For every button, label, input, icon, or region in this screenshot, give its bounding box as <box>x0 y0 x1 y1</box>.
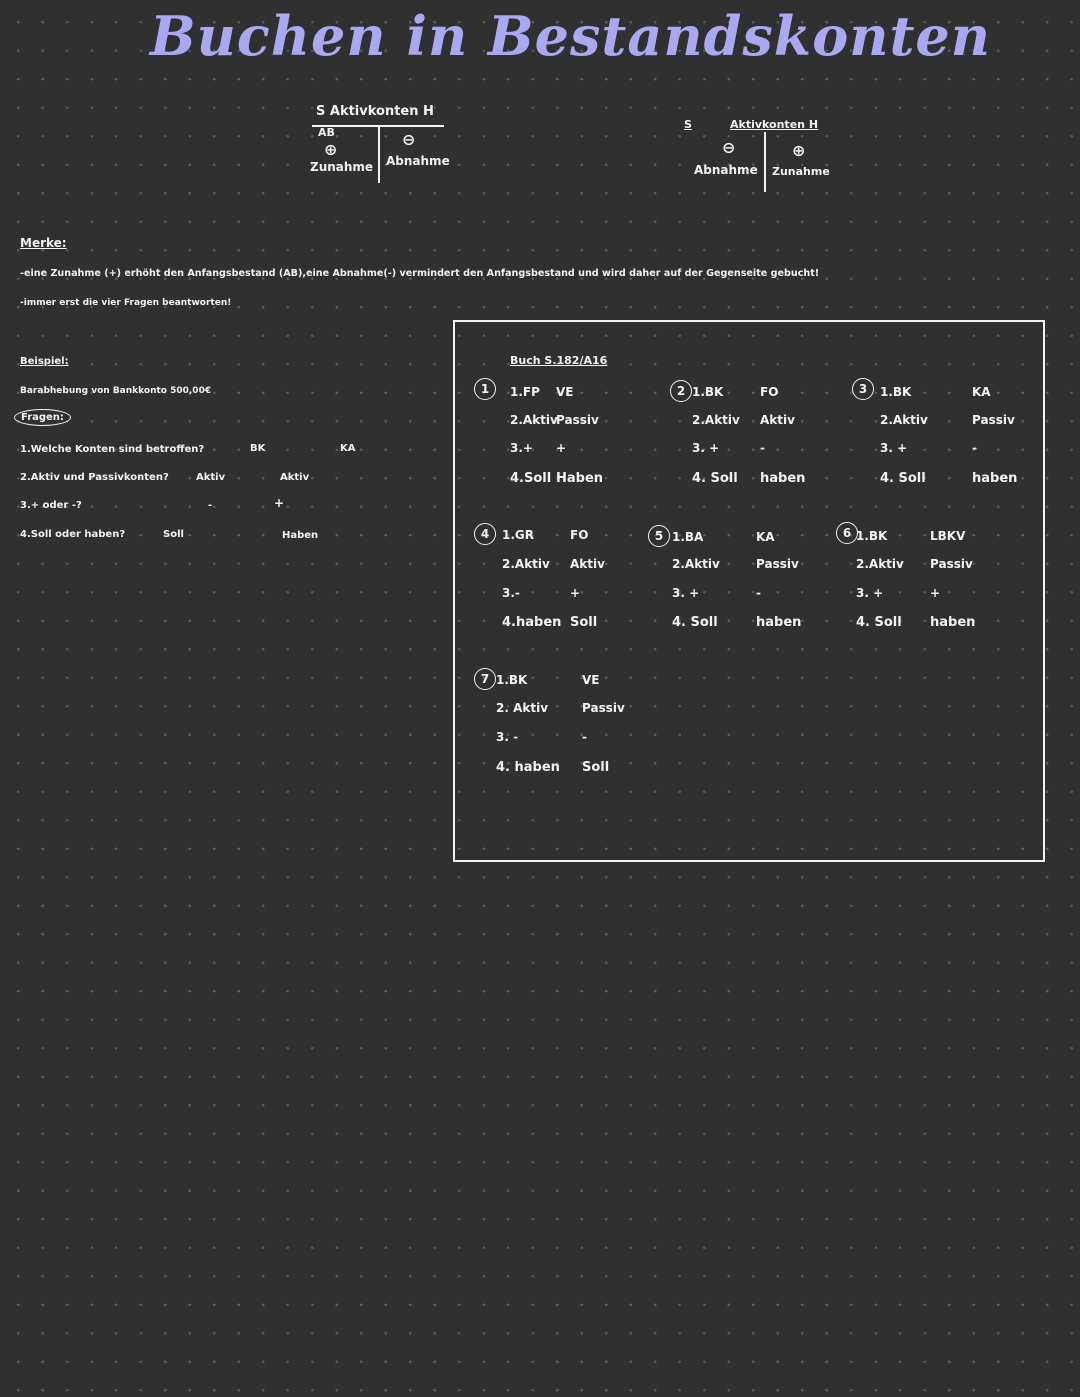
exercise-4-answer-1a: 1.GR <box>502 528 534 542</box>
exercise-number-badge: 2 <box>670 380 692 402</box>
exercise-5-answer-2b: Passiv <box>756 557 799 571</box>
answer-4b: Haben <box>282 530 319 541</box>
exercise-7-answer-2b: Passiv <box>582 701 625 715</box>
exercise-2-answer-4b: haben <box>760 471 806 486</box>
beispiel-heading: Beispiel: <box>20 356 69 367</box>
t-account-header: S Aktivkonten H <box>316 104 434 119</box>
exercise-1-answer-4a: 4.Soll <box>510 471 552 486</box>
exercise-1-answer-2b: Passiv <box>556 413 599 427</box>
beispiel-text: Barabhebung von Bankkonto 500,00€ <box>20 386 212 396</box>
zunahme-label: Zunahme <box>310 160 374 174</box>
exercise-6-answer-3b: + <box>930 586 941 600</box>
exercise-3-answer-2a: 2.Aktiv <box>880 413 928 427</box>
exercise-5-answer-1b: KA <box>756 530 775 544</box>
answer-4a: Soll <box>163 529 184 540</box>
t-account-header: Aktivkonten H <box>730 118 819 131</box>
exercise-2-answer-2b: Aktiv <box>760 413 795 427</box>
exercise-5-answer-4b: haben <box>756 615 802 630</box>
exercise-2-answer-4a: 4. Soll <box>692 471 738 486</box>
exercise-4-answer-1b: FO <box>570 528 589 542</box>
exercise-2-answer-1a: 1.BK <box>692 385 724 399</box>
answer-3a: - <box>208 500 213 511</box>
exercise-1-answer-3b: + <box>556 441 567 455</box>
merke-line-1: -eine Zunahme (+) erhöht den Anfangsbestand (AB),eine Abnahme(-) vermindert den Anfangsbestand und wird daher auf der Gegenseite gebucht! <box>20 268 820 279</box>
exercise-number-badge: 3 <box>852 378 874 400</box>
exercise-6-answer-1b: LBKV <box>930 529 966 543</box>
exercise-6-answer-2b: Passiv <box>930 557 973 571</box>
exercise-5-answer-1a: 1.BA <box>672 530 704 544</box>
exercise-3-answer-4a: 4. Soll <box>880 471 926 486</box>
exercise-4-answer-2a: 2.Aktiv <box>502 557 550 571</box>
exercise-7-answer-4a: 4. haben <box>496 760 560 775</box>
question-1: 1.Welche Konten sind betroffen? <box>20 444 205 455</box>
exercise-5-answer-2a: 2.Aktiv <box>672 557 720 571</box>
exercise-6-answer-4a: 4. Soll <box>856 615 902 630</box>
plus-circle-icon: ⊕ <box>324 140 338 159</box>
minus-circle-icon: ⊖ <box>722 138 736 157</box>
abnahme-label: Abnahme <box>694 163 758 177</box>
merke-heading: Merke: <box>20 236 67 250</box>
answer-1b: KA <box>340 443 356 454</box>
answer-1a: BK <box>250 443 266 454</box>
exercise-7-answer-1a: 1.BK <box>496 673 528 687</box>
exercise-7-answer-1b: VE <box>582 673 600 687</box>
exercise-5-answer-3b: - <box>756 586 761 600</box>
exercise-2-answer-3a: 3. + <box>692 441 720 455</box>
exercise-number-badge: 4 <box>474 523 496 545</box>
exercise-3-answer-3a: 3. + <box>880 441 908 455</box>
exercise-1-answer-3a: 3.+ <box>510 441 533 455</box>
exercise-number-badge: 5 <box>648 525 670 547</box>
exercise-3-answer-1b: KA <box>972 385 991 399</box>
exercise-3-answer-2b: Passiv <box>972 413 1015 427</box>
abnahme-label: Abnahme <box>386 154 450 168</box>
exercise-7-answer-3a: 3. - <box>496 730 519 744</box>
exercise-7-answer-2a: 2. Aktiv <box>496 701 549 715</box>
exercise-6-answer-4b: haben <box>930 615 976 630</box>
minus-circle-icon: ⊖ <box>402 130 416 149</box>
exercise-3-answer-4b: haben <box>972 471 1018 486</box>
exercise-1-answer-1a: 1.FP <box>510 385 540 399</box>
question-3: 3.+ oder -? <box>20 500 82 511</box>
t-account-s-label: S <box>684 118 692 131</box>
exercise-4-answer-2b: Aktiv <box>570 557 605 571</box>
exercise-4-answer-4b: Soll <box>570 615 598 630</box>
exercise-6-answer-1a: 1.BK <box>856 529 888 543</box>
exercise-4-answer-3b: + <box>570 586 581 600</box>
exercise-5-answer-4a: 4. Soll <box>672 615 718 630</box>
answer-2b: Aktiv <box>280 472 310 483</box>
exercise-1-answer-2a: 2.Aktiv <box>510 413 558 427</box>
merke-line-2: -immer erst die vier Fragen beantworten! <box>20 298 232 308</box>
exercise-4-answer-4a: 4.haben <box>502 615 562 630</box>
answer-2a: Aktiv <box>196 472 226 483</box>
t-account-divider <box>378 125 380 183</box>
t-account-divider <box>764 132 766 192</box>
exercise-7-answer-3b: - <box>582 730 587 744</box>
exercise-number-badge: 1 <box>474 378 496 400</box>
exercise-box-heading: Buch S.182/A16 <box>510 354 608 367</box>
exercise-box <box>453 320 1045 862</box>
exercise-2-answer-2a: 2.Aktiv <box>692 413 740 427</box>
question-4: 4.Soll oder haben? <box>20 529 126 540</box>
question-2: 2.Aktiv und Passivkonten? <box>20 472 169 483</box>
exercise-5-answer-3a: 3. + <box>672 586 700 600</box>
exercise-3-answer-3b: - <box>972 441 977 455</box>
exercise-3-answer-1a: 1.BK <box>880 385 912 399</box>
exercise-2-answer-1b: FO <box>760 385 779 399</box>
exercise-6-answer-3a: 3. + <box>856 586 884 600</box>
exercise-1-answer-4b: Haben <box>556 471 604 486</box>
exercise-number-badge: 6 <box>836 522 858 544</box>
zunahme-label: Zunahme <box>772 165 830 178</box>
exercise-4-answer-3a: 3.- <box>502 586 520 600</box>
fragen-label: Fragen: <box>14 409 71 426</box>
exercise-1-answer-1b: VE <box>556 385 574 399</box>
plus-circle-icon: ⊕ <box>792 141 806 160</box>
exercise-number-badge: 7 <box>474 668 496 690</box>
ab-label: AB <box>318 126 335 139</box>
exercise-6-answer-2a: 2.Aktiv <box>856 557 904 571</box>
exercise-2-answer-3b: - <box>760 441 765 455</box>
exercise-7-answer-4b: Soll <box>582 760 610 775</box>
page-title: Buchen in Bestandskonten <box>150 4 992 68</box>
answer-3b: + <box>274 496 285 510</box>
